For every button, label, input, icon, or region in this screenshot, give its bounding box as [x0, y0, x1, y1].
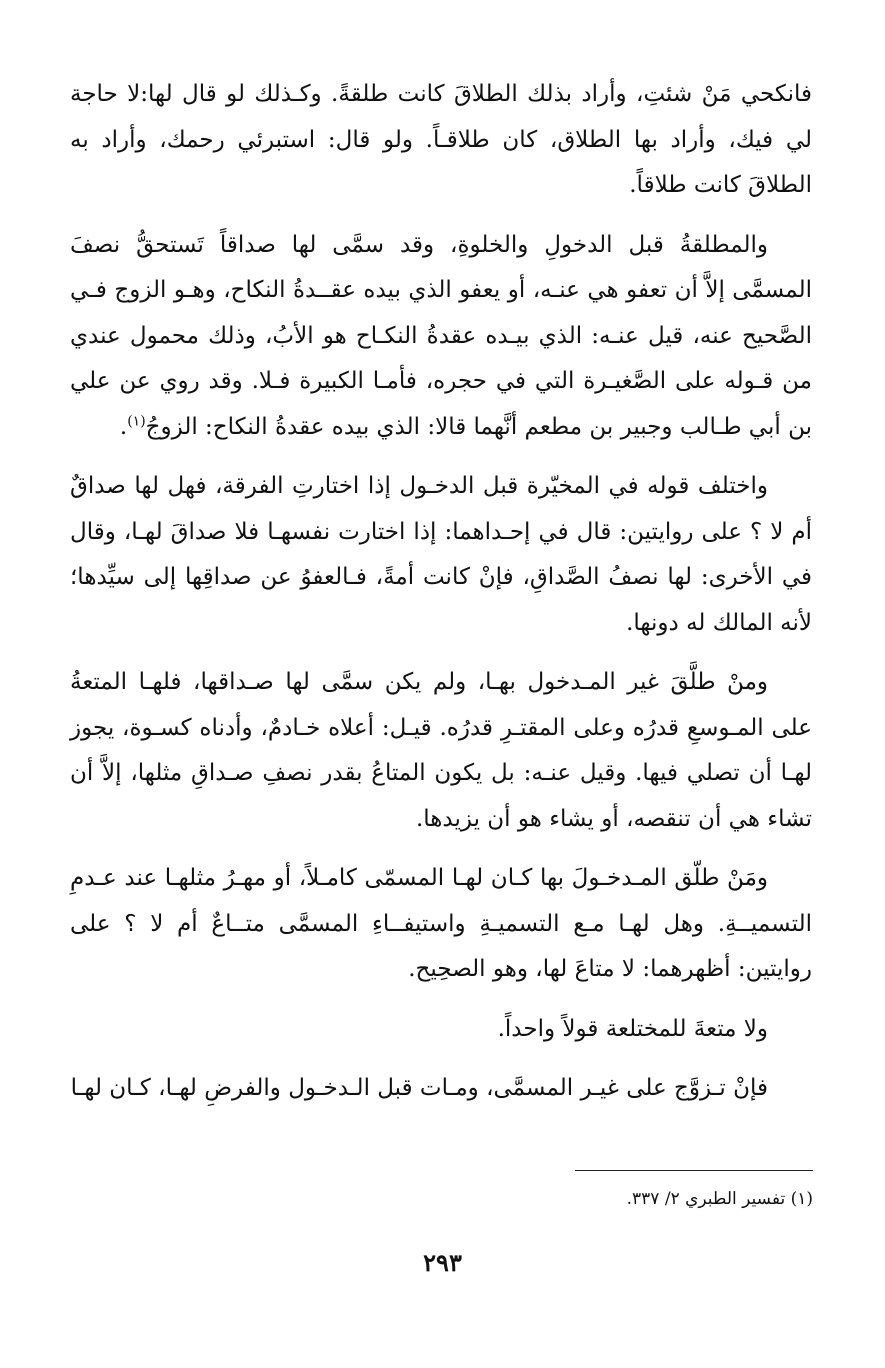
paragraph-7 — [70, 1066, 812, 1112]
paragraph-7-text: فإنْ تـزوَّج على غيـر المسمَّى، ومـات قبل الـدخـول والفرضِ لهـا، كـان لهـا — [70, 1075, 768, 1101]
paragraph-5-text: ومَنْ طلّق المـدخـولَ بها كـان لهـا المسمّى كامـلاً، أو مهـرُ مثلهـا عند عـدمِ التسميــةِ. وهل لهـا مـع التسميـةِ واستيفــاءِ المسمَّى متــاعٌ أم لا ؟ على روايتين: أظهرهما: لا متاعَ لها، وهو الصحِيح. — [70, 865, 812, 982]
paragraph-4-text: ومنْ طلَّقَ غير المـدخول بهـا، ولم يكن سمَّى لها صـداقها، فلهـا المتعةُ على المـوسعِ قدرُه وعلى المقتـرِ قدرُه. قيـل: أعلاه خـادمٌ، وأدناه كسـوة، يجوز لهـا أن تصلي فيها. وقيل عنـه: بل يكون المتاعُ بقدر نصفِ صـداقِ مثلها، إلاَّ أن تشاء هي أن تنقصه، أو يشاء هو أن يزيدها. — [70, 669, 812, 832]
footnote-divider — [575, 1170, 813, 1171]
paragraph-2-tail: . — [119, 413, 128, 440]
paragraph-4 — [70, 660, 812, 842]
paragraph-6 — [70, 1007, 812, 1053]
paragraph-5 — [70, 856, 812, 993]
page-number: ٢٩٣ — [423, 1248, 462, 1277]
paragraph-2-text: والمطلقةُ قبل الدخولِ والخلوةِ، وقد سمَّى لها صداقاً تَستحقُّ نصفَ المسمَّى إلاَّ أن تعفو هي عنـه، أو يعفو الذي بيده عقــدةُ النكاح، وهـو الزوج فـي الصَّحيح عنه، قيل عنـه: الذي بيـده عقدةُ النكـاح هو الأبُ، وذلك محمول عندي من قـوله على الصَّغيـرة التي في حجره، فأمـا الكبيرة فـلا. وقد روي عن علي بن أبي طـالب وجبير بن مطعم أنَّهما قالا: الذي بيده عقدةُ النكاح: الزوجُ — [70, 231, 812, 440]
footnote: (١) تفسير الطبري ٢/ ٣٣٧. — [626, 1189, 813, 1209]
footnote-reference[interactable]: (١) — [127, 412, 146, 429]
paragraph-3-text: واختلف قوله في المخيّرة قبل الدخـول إذا اختارتِ الفرقة، فهل لها صداقٌ أم لا ؟ على روايتين: قال في إحـداهما: إذا اختارت نفسهـا فلا صداقَ لهـا، وقال في الأخرى: لها نصفُ الصَّداقِ، فإنْ كانت أمةً، فـالعفوُ عن صداقِها إلى سيِّدها؛ لأنه المالك له دونها. — [70, 473, 812, 636]
paragraph-1-text: فانكحي مَنْ شئتِ، وأراد بذلك الطلاقَ كانت طلقةً. وكـذلك لو قال لها:لا حاجة لي فيك، وأراد بها الطلاق، كان طلاقـاً. ولو قال: استبرئي رحمك، وأراد به الطلاقَ كانت طلاقاً. — [70, 81, 812, 198]
paragraph-1 — [70, 72, 812, 209]
main-text — [70, 72, 812, 1126]
paragraph-2 — [70, 223, 812, 451]
paragraph-3 — [70, 464, 812, 646]
paragraph-6-text: ولا متعةَ للمختلعة قولاً واحداً. — [497, 1015, 768, 1042]
